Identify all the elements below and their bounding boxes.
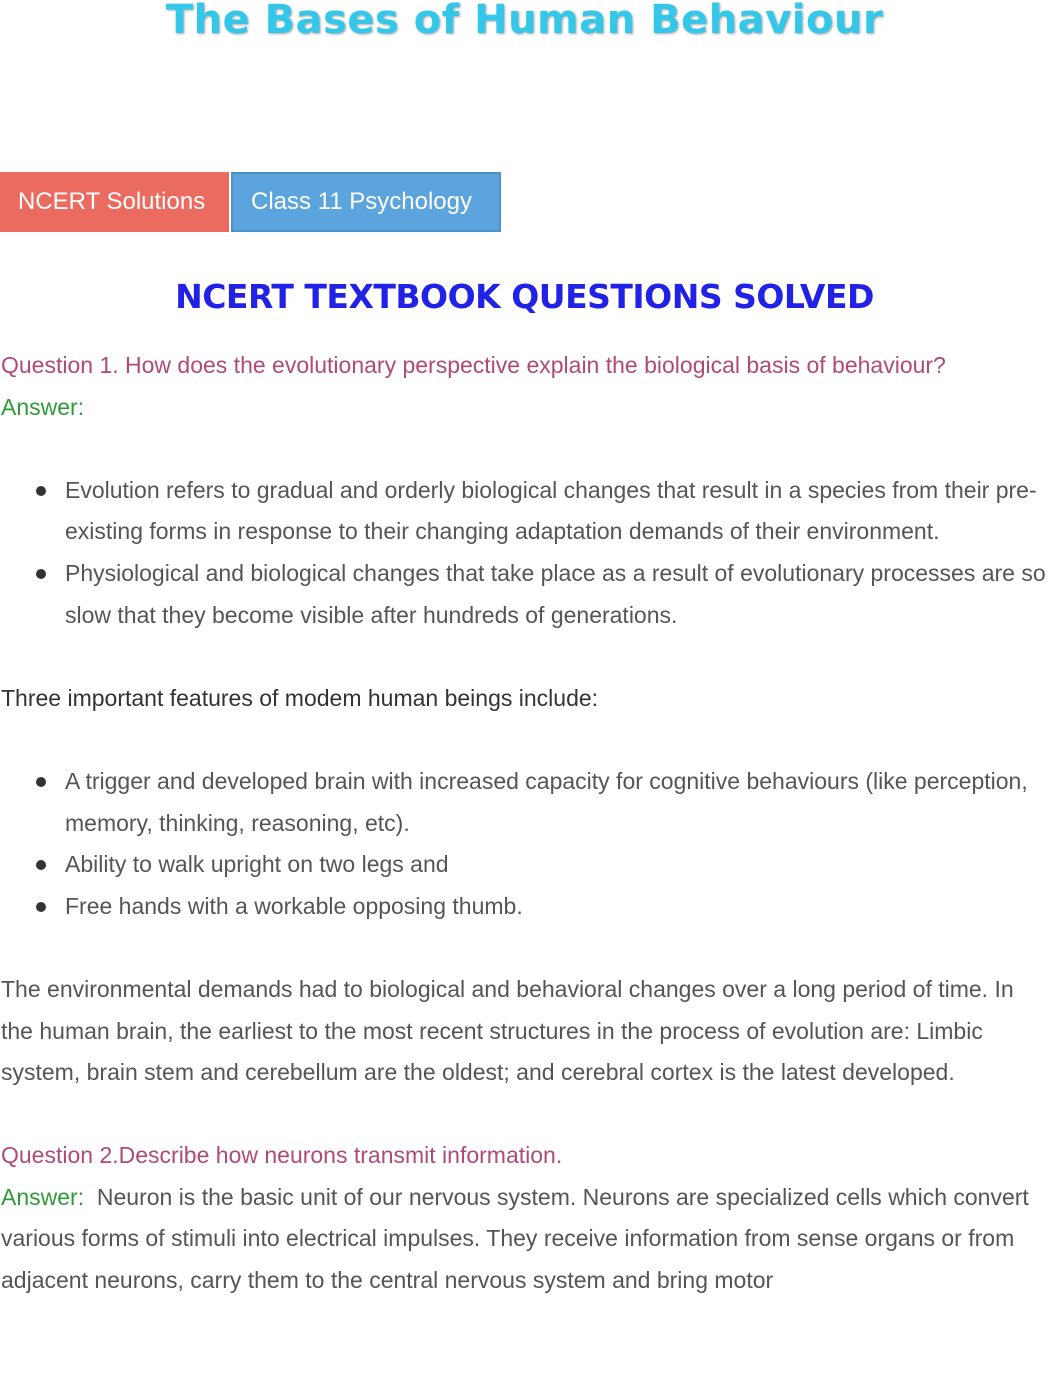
answer-2-label: Answer: (1, 1183, 85, 1210)
list-item: Ability to walk upright on two legs and (65, 844, 1047, 886)
breadcrumb (0, 172, 501, 232)
article-content (1, 345, 1047, 1302)
breadcrumb-item-ncert-solutions[interactable]: NCERT Solutions (0, 172, 229, 232)
list-item: A trigger and developed brain with increased capacity for cognitive behaviours (like perception, memory, thinking, reasoning, etc). (65, 761, 1047, 844)
breadcrumb-item-class-11-psychology[interactable]: Class 11 Psychology (231, 172, 501, 232)
features-heading: Three important features of modem human beings include: (1, 684, 599, 711)
spacer (1, 1094, 1047, 1136)
section-heading: NCERT TEXTBOOK QUESTIONS SOLVED (175, 277, 874, 316)
answer-1-paragraph: The environmental demands had to biological and behavioral changes over a long period of time. In the human brain, the earliest to the most recent structures in the process of evolution are: Limbic system, brain stem and cerebellum are the oldest; and cerebral cortex is the latest developed. (1, 975, 1014, 1086)
list-item: Evolution refers to gradual and orderly biological changes that result in a species from their pre-existing forms in response to their changing adaptation demands of their environment. (65, 470, 1047, 553)
features-bullet-list (1, 761, 1047, 927)
question-1: Question 1. How does the evolutionary perspective explain the biological basis of behaviour? (1, 352, 946, 378)
answer-2-paragraph (1, 1177, 1047, 1302)
list-item: Physiological and biological changes that take place as a result of evolutionary processes are so slow that they become visible after hundreds of generations. (65, 553, 1047, 636)
list-item: Free hands with a workable opposing thumb. (65, 886, 1047, 928)
answer-2-text: Neuron is the basic unit of our nervous system. Neurons are specialized cells which convert various forms of stimuli into electrical impulses. They receive information from sense organs or from adjacent neurons, carry them to the central nervous system and bring motor (1, 1183, 1029, 1294)
answer-1-label: Answer: (1, 393, 85, 420)
answer-1-bullet-list (1, 470, 1047, 636)
question-2: Question 2.Describe how neurons transmit information. (1, 1142, 563, 1169)
page-title: The Bases of Human Behaviour (165, 0, 884, 43)
